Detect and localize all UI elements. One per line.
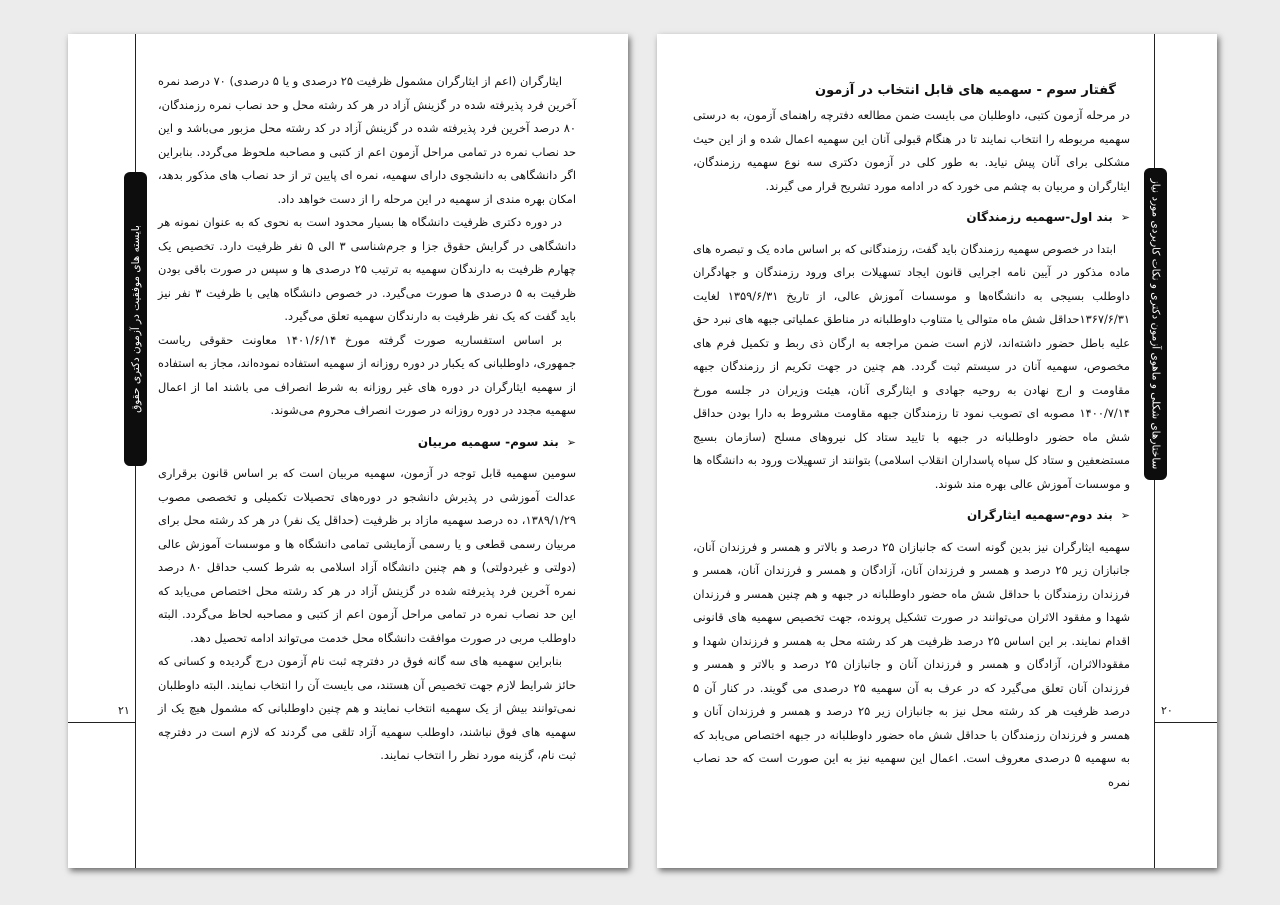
subheading-veterans (693, 504, 1130, 528)
chapter-side-tab-label: ساختارهای شکلی و ماهوی آزمون دکتری و نکات کاربردی مورد نیاز (1149, 178, 1162, 470)
paragraph: بر اساس استفساریه صورت گرفته مورخ ۱۴۰۱/۶/۱۴ معاونت حقوقی ریاست جمهوری، داوطلبانی که یکبار در دوره روزانه از سهمیه استفاده نموده‌اند، مجاز به استفاده از سهمیه ایثارگران در دوره های غیر روزانه به شرط انصراف می باشند اما از اعمال سهمیه مجدد در دوره روزانه در صورت انصراف محروم می‌شوند. (158, 332, 576, 417)
bullet-arrow-icon: ➢ (566, 435, 576, 449)
subheading-text: بند دوم-سهمیه ایثارگران (967, 508, 1113, 522)
subheading-text: بند اول-سهمیه رزمندگان (966, 210, 1113, 224)
subheading-text: بند سوم- سهمیه مربیان (417, 434, 559, 449)
paragraph: ابتدا در خصوص سهمیه رزمندگان باید گفت، رزمندگانی که بر اساس ماده یک و تبصره های ماده مذکور در آیین نامه اجرایی قانون ایجاد تسهیلات برای ورود رزمندگان و جهادگران داوطلب بسیجی به دانشگاه‌ها و موسسات آموزش عالی، از تاریخ ۱۳۵۹/۶/۳۱ لغایت ۱۳۶۷/۶/۳۱حداقل شش ماه متوالی یا متناوب داوطلبانه در مناطق عملیاتی جبهه های نبرد حق علیه باطل حضور داشته‌اند، لازم است ضمن مراجعه به ارگان ذی ربط و تکمیل فرم های مخصوص، سهمیه آنان در سیستم ثبت گردد. هم چنین در جهت تکریم از رزمندگان جبهه مقاومت و ارج نهادن به روحیه جهادی و ایثارگری آنان، هیئت وزیران در جلسه مورخ ۱۴۰۰/۷/۱۴ مصوبه ای تصویب نمود تا رزمندگان جبهه مقاومت مشروط به دارا بودن حداقل شش ماه حضور داوطلبانه در جبهه با تایید ستاد کل نیروهای مسلح (سازمان بسیج مستضعفین و ستاد کل سپاه پاسداران انقلاب اسلامی) بتوانند از تسهیلات ورود به دانشگاه ها و موسسات آموزش عالی بهره مند شوند. (693, 241, 1130, 491)
paragraph: در دوره دکتری ظرفیت دانشگاه ها بسیار محدود است به نحوی که به عنوان نمونه هر دانشگاهی در گرایش حقوق جزا و جرم‌شناسی ۳ الی ۵ نفر ظرفیت دارد. تخصیص یک چهارم ظرفیت به دارندگان سهمیه به ترتیب ۲۵ درصدی ها و سپس در صورت باقی بودن ظرفیت به ۵ درصدی ها صورت می‌گیرد. در خصوص دانشگاه هایی با ظرفیت ۳ نفر نیز باید گفت که یک نفر ظرفیت به دارندگان سهمیه تعلق می‌گیرد. (158, 215, 577, 323)
page-number-rule (1154, 722, 1217, 723)
chapter-side-tab (1144, 168, 1167, 480)
left-text-block (158, 70, 576, 768)
right-text-block (693, 78, 1130, 794)
left-page (68, 34, 628, 868)
subheading-combatants (693, 206, 1130, 230)
paragraph: در مرحله آزمون کتبی، داوطلبان می بایست ضمن مطالعه دفترچه راهنمای آزمون، به درستی سهمیه مربوطه را انتخاب نمایند تا در هنگام قبولی آنان این سهمیه اعمال شده و از این حیث مشکلی برای آنان پیش نیاید. به طور کلی در آزمون دکتری سه نوع سهمیه رزمندگان، ایثارگران و مربیان به چشم می خورد که در ادامه مورد تشریح قرار می گیرند. (693, 108, 1130, 193)
bullet-arrow-icon: ➢ (1120, 509, 1130, 522)
chapter-side-tab (124, 172, 147, 466)
chapter-side-tab-label: بایسته های موفقیت در آزمون دکتری حقوق (129, 225, 142, 413)
paragraph: ایثارگران (اعم از ایثارگران مشمول ظرفیت ۲۵ درصدی و یا ۵ درصدی) ۷۰ درصد نمره آخرین فرد پذیرفته شده در گزینش آزاد در هر کد رشته محل و حد نصاب نمره رزمندگان، ۸۰ درصد آخرین فرد پذیرفته شده در گزینش آزاد در کد رشته محل مزبور می‌باشد و این حد نصاب نمره در تمامی مراحل آزمون اعم از کتبی و مصاحبه ملحوظ می‌گردد. بنابراین اگر دانشگاهی به دانشجوی دارای سهمیه، نمره ای پایین تر از حد نصاب های مذکور بدهد، امکان بهره مندی از سهمیه در این مرحله را از دست خواهد داد. (158, 74, 576, 206)
paragraph: بنابراین سهمیه های سه گانه فوق در دفترچه ثبت نام آزمون درج گردیده و کسانی که حائز شرایط لازم جهت تخصیص آن هستند، می بایست آن را انتخاب نمایند. البته داوطلبان نمی‌توانند بیش از یک سهمیه انتخاب نمایند و هم چنین داوطلبانی که مشمول هیچ یک از سهمیه های فوق نباشند، داوطلب سهمیه آزاد تلقی می گردند که لازم است در دفترچه ثبت نام، گزینه مورد نظر را انتخاب نمایند. (158, 654, 576, 762)
page-number-rule (68, 722, 135, 723)
paragraph: سومین سهمیه قابل توجه در آزمون، سهمیه مربیان است که بر اساس قانون برقراری عدالت آموزشی در پذیرش دانشجو در دوره‌های تحصیلات تکمیلی و تخصصی مصوب ۱۳۸۹/۱/۲۹، ده درصد سهمیه مازاد بر ظرفیت (حداقل یک نفر) در هر کد رشته محل برای مربیان رسمی قطعی و یا رسمی آزمایشی تمامی دانشگاه ها و موسسات آموزش عالی (دولتی و غیردولتی) و هم چنین دانشگاه آزاد اسلامی به شرط کسب حداقل ۸۰ درصد نمره آخرین فرد پذیرفته شده در گزینش آزاد در هر کد رشته محل اختصاص می‌یابد که این حد نصاب نمره در تمامی مراحل آزمون اعم از کتبی و مصاحبه لحاظ می‌گردد. البته داوطلب مربی در صورت موافقت دانشگاه محل خدمت می‌تواند ادامه تحصیل دهد. (158, 466, 576, 645)
page-number: ۲۱ (118, 704, 130, 717)
subheading-trainers (158, 431, 576, 455)
section-heading: گفتار سوم - سهمیه های قابل انتخاب در آزمون (815, 83, 1116, 98)
right-page (657, 34, 1217, 868)
page-number: ۲۰ (1161, 704, 1173, 717)
bullet-arrow-icon: ➢ (1120, 211, 1130, 224)
paragraph: سهمیه ایثارگران نیز بدین گونه است که جانبازان ۲۵ درصد و بالاتر و همسر و فرزندان آنان، جانبازان زیر ۲۵ درصد و همسر و فرزندان آنان، آزادگان و همسر و فرزندان آنان، همسر و فرزندان رزمندگان با حداقل شش ماه حضور داوطلبانه در جبهه و هم چنین همسر و فرزندان شهدا و مفقود الاثران می‌توانند در صورت تشکیل پرونده، جهت تخصیص سهمیه های قانونی اقدام نمایند. بر این اساس ۲۵ درصد ظرفیت هر کد رشته محل به همسر و فرزندان شهدا و مفقودالاثران، آزادگان و همسر و فرزندان آنان و جانبازان ۲۵ درصد و بالاتر و همسر و فرزندان آنان تعلق می‌گیرد که در عرف به آن سهمیه ۲۵ درصدی می گویند. در کنار آن ۵ درصد ظرفیت هر کد رشته محل نیز به جانبازان زیر ۲۵ درصد و همسر و فرزندان آنان و همسر و فرزندان رزمندگان با حداقل شش ماه حضور داوطلبانه در جبهه اختصاص می‌یابد که به سهمیه ۵ درصدی معروف است. اعمال این سهمیه نیز به این صورت است که حد نصاب نمره (693, 539, 1131, 789)
